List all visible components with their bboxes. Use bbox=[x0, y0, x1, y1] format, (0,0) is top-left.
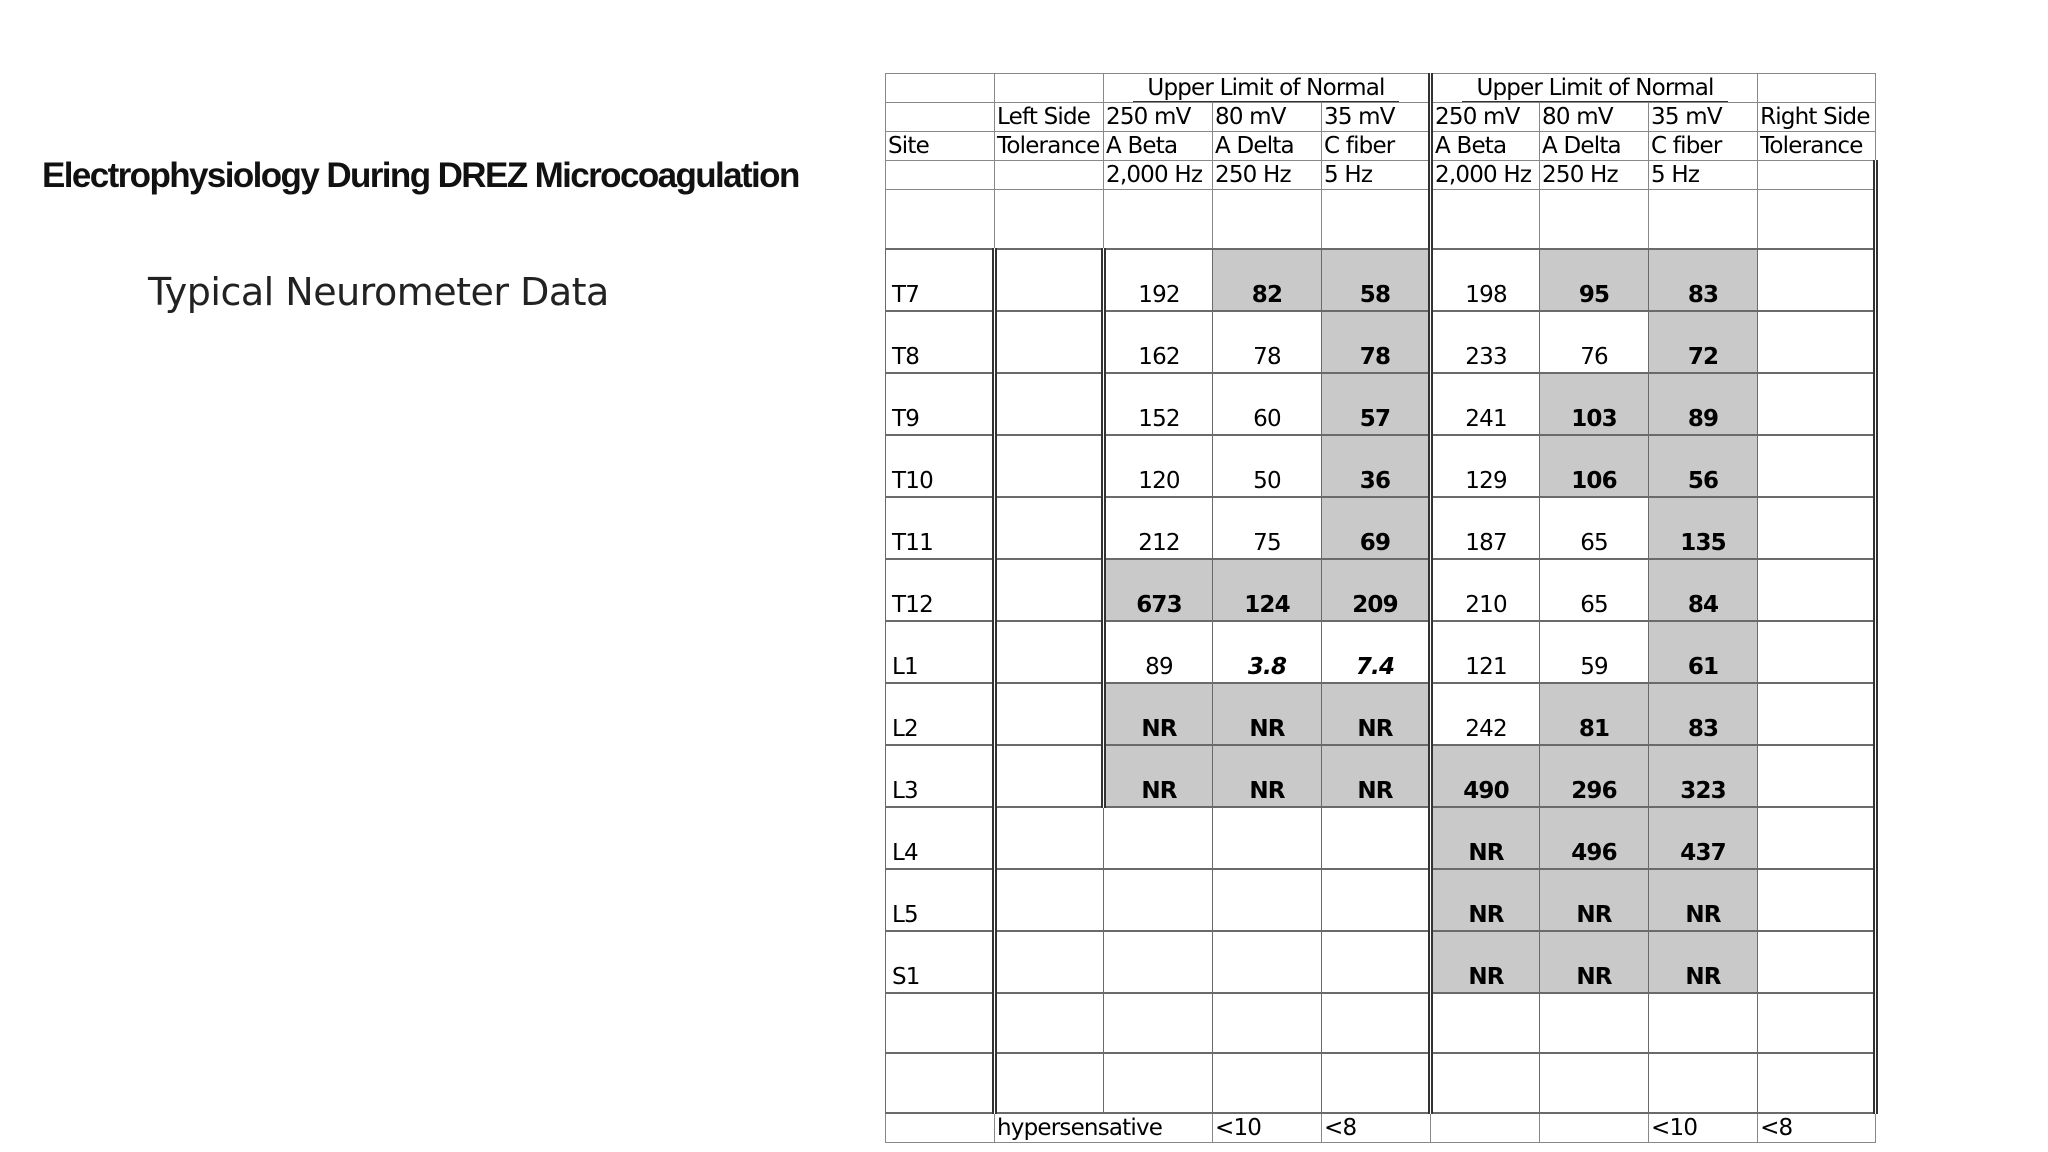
value-cell: 296 bbox=[1540, 745, 1649, 807]
tolerance-cell bbox=[995, 869, 1104, 931]
table-row bbox=[886, 621, 1876, 683]
tolerance-cell bbox=[1758, 373, 1876, 435]
site-cell: L5 bbox=[886, 869, 995, 931]
fiber-header: A Beta bbox=[1104, 132, 1213, 161]
table-row bbox=[886, 931, 1876, 993]
value-cell: 65 bbox=[1540, 559, 1649, 621]
frequency-header: 5 Hz bbox=[1322, 161, 1431, 190]
spacer-cell bbox=[1104, 993, 1213, 1053]
value-cell: NR bbox=[1649, 931, 1758, 993]
voltage-header: 80 mV bbox=[1540, 103, 1649, 132]
value-cell: 129 bbox=[1431, 435, 1540, 497]
table-row bbox=[886, 249, 1876, 311]
value-cell: 187 bbox=[1431, 497, 1540, 559]
site-cell: L2 bbox=[886, 683, 995, 745]
header-cell bbox=[1758, 74, 1876, 103]
left-upper-limit-header: Upper Limit of Normal bbox=[1104, 74, 1431, 103]
value-cell: NR bbox=[1104, 745, 1213, 807]
value-cell: NR bbox=[1213, 683, 1322, 745]
spacer-cell bbox=[1431, 1053, 1540, 1113]
value-cell: 437 bbox=[1649, 807, 1758, 869]
value-cell: 106 bbox=[1540, 435, 1649, 497]
header-cell bbox=[995, 161, 1104, 190]
tolerance-cell bbox=[995, 745, 1104, 807]
value-cell: NR bbox=[1431, 869, 1540, 931]
tolerance-cell bbox=[995, 807, 1104, 869]
spacer-cell bbox=[1540, 190, 1649, 250]
value-cell: 7.4 bbox=[1322, 621, 1431, 683]
spacer-cell bbox=[1431, 993, 1540, 1053]
value-cell bbox=[1322, 807, 1431, 869]
spacer-cell bbox=[1104, 190, 1213, 250]
table-row bbox=[886, 807, 1876, 869]
value-cell: 233 bbox=[1431, 311, 1540, 373]
value-cell: 124 bbox=[1213, 559, 1322, 621]
value-cell: 95 bbox=[1540, 249, 1649, 311]
spacer-cell bbox=[1322, 993, 1431, 1053]
value-cell: 673 bbox=[1104, 559, 1213, 621]
value-cell: 103 bbox=[1540, 373, 1649, 435]
table-row bbox=[886, 559, 1876, 621]
value-cell bbox=[1322, 931, 1431, 993]
site-cell: L1 bbox=[886, 621, 995, 683]
value-cell bbox=[1213, 869, 1322, 931]
spacer-cell bbox=[1104, 1053, 1213, 1113]
spacer-cell bbox=[1758, 1053, 1876, 1113]
value-cell: NR bbox=[1540, 869, 1649, 931]
tolerance-cell bbox=[1758, 249, 1876, 311]
value-cell: NR bbox=[1649, 869, 1758, 931]
spacer-cell bbox=[1649, 190, 1758, 250]
value-cell: 210 bbox=[1431, 559, 1540, 621]
value-cell: 162 bbox=[1104, 311, 1213, 373]
value-cell: NR bbox=[1431, 931, 1540, 993]
value-cell: 242 bbox=[1431, 683, 1540, 745]
value-cell: 78 bbox=[1322, 311, 1431, 373]
value-cell: 496 bbox=[1540, 807, 1649, 869]
spacer-cell bbox=[1213, 993, 1322, 1053]
value-cell: 135 bbox=[1649, 497, 1758, 559]
site-cell: T11 bbox=[886, 497, 995, 559]
value-cell: 57 bbox=[1322, 373, 1431, 435]
value-cell: 50 bbox=[1213, 435, 1322, 497]
voltage-header: 250 mV bbox=[1104, 103, 1213, 132]
spacer-cell bbox=[1322, 190, 1431, 250]
tolerance-cell bbox=[1758, 745, 1876, 807]
value-cell: NR bbox=[1431, 807, 1540, 869]
spacer-cell bbox=[995, 993, 1104, 1053]
site-cell: T12 bbox=[886, 559, 995, 621]
voltage-header: 35 mV bbox=[1322, 103, 1431, 132]
table-row bbox=[886, 311, 1876, 373]
voltage-header: 250 mV bbox=[1431, 103, 1540, 132]
value-cell bbox=[1213, 931, 1322, 993]
fiber-header: A Beta bbox=[1431, 132, 1540, 161]
spacer-cell bbox=[995, 190, 1104, 250]
value-cell: 61 bbox=[1649, 621, 1758, 683]
spacer-cell bbox=[1431, 190, 1540, 250]
slide-title: Electrophysiology During DREZ Microcoagulation bbox=[42, 156, 799, 195]
value-cell: 192 bbox=[1104, 249, 1213, 311]
table-row bbox=[886, 683, 1876, 745]
table-row bbox=[886, 435, 1876, 497]
fiber-header: A Delta bbox=[1540, 132, 1649, 161]
spacer-cell bbox=[1322, 1053, 1431, 1113]
value-cell: 78 bbox=[1213, 311, 1322, 373]
fiber-header: A Delta bbox=[1213, 132, 1322, 161]
site-cell: L4 bbox=[886, 807, 995, 869]
tolerance-header: Tolerance bbox=[1758, 132, 1876, 161]
spacer-cell bbox=[886, 993, 995, 1053]
value-cell: 36 bbox=[1322, 435, 1431, 497]
value-cell: 56 bbox=[1649, 435, 1758, 497]
spacer-cell bbox=[1758, 993, 1876, 1053]
tolerance-cell bbox=[995, 373, 1104, 435]
value-cell: 89 bbox=[1104, 621, 1213, 683]
value-cell: 58 bbox=[1322, 249, 1431, 311]
value-cell: NR bbox=[1322, 745, 1431, 807]
footer-cell bbox=[1540, 1113, 1649, 1143]
footer-threshold: <10 bbox=[1649, 1113, 1758, 1143]
value-cell bbox=[1104, 807, 1213, 869]
footer-threshold: <8 bbox=[1322, 1113, 1431, 1143]
value-cell: 120 bbox=[1104, 435, 1213, 497]
spacer-cell bbox=[1540, 993, 1649, 1053]
table-row bbox=[886, 497, 1876, 559]
tolerance-cell bbox=[1758, 311, 1876, 373]
table-row bbox=[886, 869, 1876, 931]
right-upper-limit-header: Upper Limit of Normal bbox=[1431, 74, 1758, 103]
value-cell: 75 bbox=[1213, 497, 1322, 559]
table-row bbox=[886, 373, 1876, 435]
fiber-header: C fiber bbox=[1649, 132, 1758, 161]
tolerance-cell bbox=[995, 311, 1104, 373]
footer-threshold: <8 bbox=[1758, 1113, 1876, 1143]
value-cell: 65 bbox=[1540, 497, 1649, 559]
footer-cell bbox=[886, 1113, 995, 1143]
fiber-header: C fiber bbox=[1322, 132, 1431, 161]
value-cell bbox=[1104, 931, 1213, 993]
spacer-cell bbox=[1758, 190, 1876, 250]
value-cell: 3.8 bbox=[1213, 621, 1322, 683]
tolerance-cell bbox=[1758, 683, 1876, 745]
frequency-header: 250 Hz bbox=[1213, 161, 1322, 190]
tolerance-cell bbox=[995, 435, 1104, 497]
value-cell: NR bbox=[1540, 931, 1649, 993]
frequency-header: 5 Hz bbox=[1649, 161, 1758, 190]
table-row bbox=[886, 745, 1876, 807]
site-cell: T7 bbox=[886, 249, 995, 311]
header-cell bbox=[886, 103, 995, 132]
value-cell: 323 bbox=[1649, 745, 1758, 807]
header-cell bbox=[886, 161, 995, 190]
value-cell: 212 bbox=[1104, 497, 1213, 559]
header-cell bbox=[995, 74, 1104, 103]
value-cell: 76 bbox=[1540, 311, 1649, 373]
value-cell: 490 bbox=[1431, 745, 1540, 807]
spacer-cell bbox=[1213, 190, 1322, 250]
site-cell: S1 bbox=[886, 931, 995, 993]
tolerance-cell bbox=[995, 559, 1104, 621]
right-side-header: Right Side bbox=[1758, 103, 1876, 132]
site-cell: T8 bbox=[886, 311, 995, 373]
value-cell: 121 bbox=[1431, 621, 1540, 683]
hypersensitive-note: hypersensative bbox=[995, 1113, 1213, 1143]
spacer-cell bbox=[1213, 1053, 1322, 1113]
value-cell: 59 bbox=[1540, 621, 1649, 683]
header-cell bbox=[1758, 161, 1876, 190]
frequency-header: 2,000 Hz bbox=[1431, 161, 1540, 190]
value-cell: 241 bbox=[1431, 373, 1540, 435]
tolerance-cell bbox=[995, 621, 1104, 683]
voltage-header: 80 mV bbox=[1213, 103, 1322, 132]
left-side-header: Left Side bbox=[995, 103, 1104, 132]
spacer-cell bbox=[886, 1053, 995, 1113]
tolerance-header: Tolerance bbox=[995, 132, 1104, 161]
value-cell: 69 bbox=[1322, 497, 1431, 559]
slide-subtitle: Typical Neurometer Data bbox=[148, 270, 609, 314]
tolerance-cell bbox=[995, 249, 1104, 311]
tolerance-cell bbox=[995, 497, 1104, 559]
spacer-cell bbox=[886, 190, 995, 250]
tolerance-cell bbox=[995, 683, 1104, 745]
value-cell: 72 bbox=[1649, 311, 1758, 373]
frequency-header: 250 Hz bbox=[1540, 161, 1649, 190]
tolerance-cell bbox=[1758, 931, 1876, 993]
tolerance-cell bbox=[995, 931, 1104, 993]
value-cell: NR bbox=[1322, 683, 1431, 745]
value-cell: 82 bbox=[1213, 249, 1322, 311]
footer-cell bbox=[1431, 1113, 1540, 1143]
site-cell: T10 bbox=[886, 435, 995, 497]
value-cell: 60 bbox=[1213, 373, 1322, 435]
site-cell: L3 bbox=[886, 745, 995, 807]
tolerance-cell bbox=[1758, 497, 1876, 559]
tolerance-cell bbox=[1758, 435, 1876, 497]
value-cell bbox=[1104, 869, 1213, 931]
spacer-cell bbox=[1649, 993, 1758, 1053]
value-cell: 83 bbox=[1649, 249, 1758, 311]
value-cell: 83 bbox=[1649, 683, 1758, 745]
value-cell: 152 bbox=[1104, 373, 1213, 435]
tolerance-cell bbox=[1758, 621, 1876, 683]
value-cell: 81 bbox=[1540, 683, 1649, 745]
footer-row bbox=[886, 1113, 1876, 1143]
value-cell: NR bbox=[1104, 683, 1213, 745]
header-cell bbox=[886, 74, 995, 103]
neurometer-table bbox=[885, 73, 1878, 1143]
value-cell: 198 bbox=[1431, 249, 1540, 311]
value-cell: 89 bbox=[1649, 373, 1758, 435]
value-cell: 84 bbox=[1649, 559, 1758, 621]
value-cell: NR bbox=[1213, 745, 1322, 807]
value-cell bbox=[1322, 869, 1431, 931]
spacer-cell bbox=[995, 1053, 1104, 1113]
footer-threshold: <10 bbox=[1213, 1113, 1322, 1143]
tolerance-cell bbox=[1758, 807, 1876, 869]
value-cell bbox=[1213, 807, 1322, 869]
frequency-header: 2,000 Hz bbox=[1104, 161, 1213, 190]
spacer-cell bbox=[1649, 1053, 1758, 1113]
spacer-cell bbox=[1540, 1053, 1649, 1113]
site-cell: T9 bbox=[886, 373, 995, 435]
value-cell: 209 bbox=[1322, 559, 1431, 621]
tolerance-cell bbox=[1758, 559, 1876, 621]
site-header: Site bbox=[886, 132, 995, 161]
tolerance-cell bbox=[1758, 869, 1876, 931]
voltage-header: 35 mV bbox=[1649, 103, 1758, 132]
